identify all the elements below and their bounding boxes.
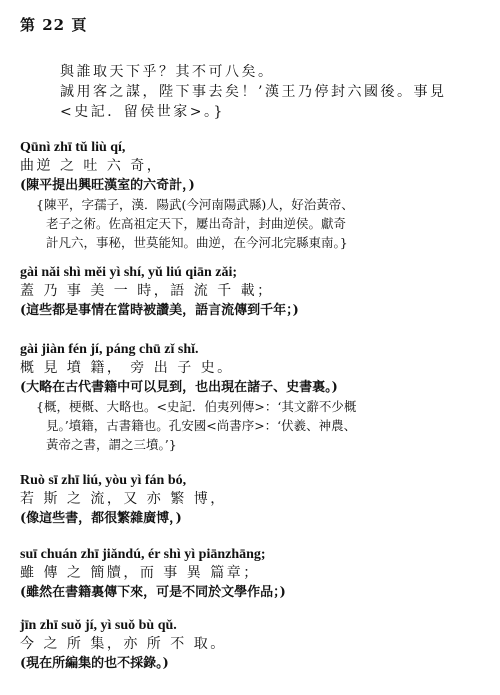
chinese-line: 若 斯 之 流，又 亦 繁 博， <box>20 491 227 507</box>
annotation-line: {陳平，字孺子，漢．陽武(今河南陽武縣)人，好治黃帝、 <box>36 197 354 212</box>
verse-block <box>20 265 490 320</box>
verse-block <box>20 342 490 454</box>
intro-line: 與誰取天下乎？其不可八矣。 <box>60 64 275 80</box>
translation-line: (雖然在書籍裏傳下來，可是不同於文學作品；) <box>20 585 286 600</box>
translation-line: (大略在古代書籍中可以見到，也出現在諸子、史書裏。) <box>20 380 338 395</box>
annotation <box>20 397 490 454</box>
intro-block <box>20 62 490 122</box>
verse-block <box>20 473 490 528</box>
verse-block <box>20 547 490 602</box>
chinese-line: 概 見 墳 籍， 旁 出 子 史。 <box>20 360 234 376</box>
translation-line: (現在所編集的也不採錄。) <box>20 656 169 671</box>
annotation-line: 計凡六，事秘，世莫能知。曲逆，在今河北完縣東南。} <box>46 235 348 250</box>
intro-line: 誠用客之謀，陛下事去矣！’漢王乃停封六國後。事見 <box>60 84 447 100</box>
chinese-line: 蓋 乃 事 美 一 時，語 流 千 載； <box>20 283 274 299</box>
pinyin-line: gài nǎi shì měi yì shí, yǔ liú qiān zǎi; <box>20 265 238 280</box>
page-number: 第 22 頁 <box>20 16 88 34</box>
chinese-line: 今 之 所 集，亦 所 不 取。 <box>20 636 227 652</box>
annotation-line: 見。’墳籍，古書籍也。孔安國<尚書序>：‘伏羲、神農、 <box>46 418 357 433</box>
annotation-line: {概，梗概、大略也。<史記．伯夷列傳>：‘其文辭不少概 <box>36 399 357 414</box>
verse-block <box>20 140 490 252</box>
translation-line: (這些都是事情在當時被讚美，語言流傳到千年；) <box>20 303 299 318</box>
translation-line: (陳平提出興旺漢室的六奇計，) <box>20 178 195 193</box>
annotation-line: 老子之術。佐高祖定天下，屢出奇計，封曲逆侯。獻奇 <box>46 216 347 231</box>
annotation <box>20 195 490 252</box>
pinyin-line: gài jiàn fén jí, páng chū zǐ shǐ. <box>20 342 199 357</box>
pinyin-line: Qūnì zhī tǔ liù qí, <box>20 140 126 155</box>
chinese-line: 曲逆 之 吐 六 奇， <box>20 158 164 174</box>
pinyin-line: jīn zhī suǒ jí, yì suǒ bù qǔ. <box>20 618 177 633</box>
translation-line: (像這些書，都很繁雜廣博，) <box>20 511 182 526</box>
pinyin-line: suī chuán zhī jiǎndú, ér shì yì piānzhāng; <box>20 547 266 562</box>
chinese-line: 雖 傳 之 簡牘，而 事 異 篇章； <box>20 565 260 581</box>
annotation-line: 黃帝之書，謂之三墳。’} <box>46 437 177 452</box>
verse-block <box>20 618 490 673</box>
pinyin-line: Ruò sī zhī liú, yòu yì fán bó, <box>20 473 187 488</box>
intro-line: <史記．留侯世家>。} <box>60 104 225 120</box>
